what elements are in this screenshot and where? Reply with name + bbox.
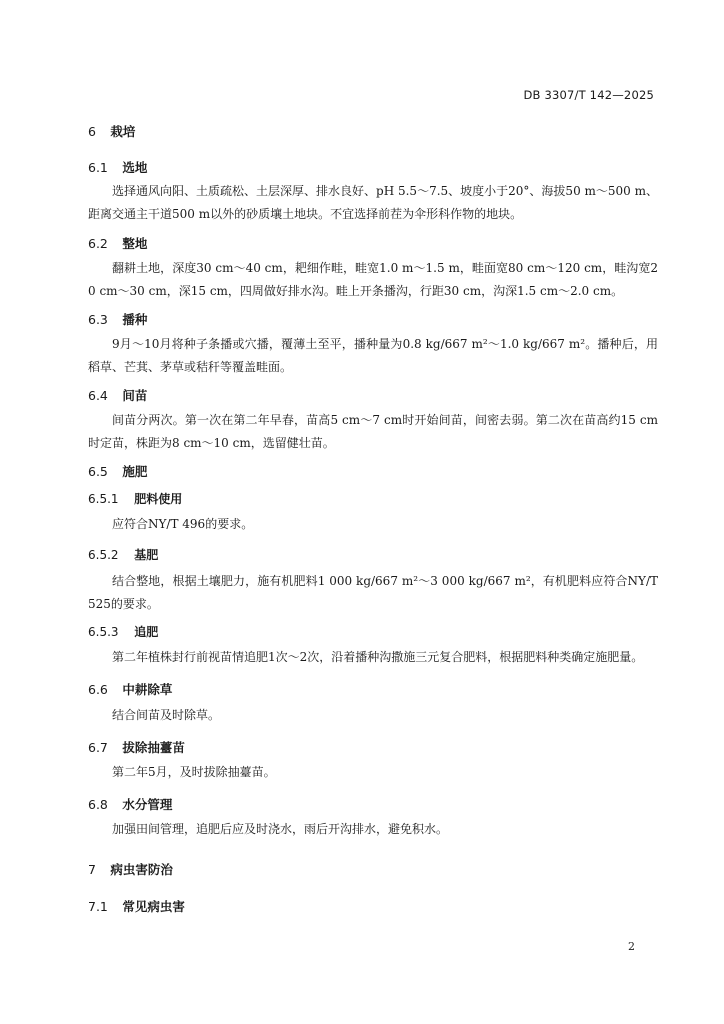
section-number: 6.8 <box>88 797 108 812</box>
section-number: 6.1 <box>88 160 108 175</box>
section-title: 播种 <box>122 312 148 327</box>
section-title: 肥料使用 <box>134 492 183 506</box>
section-number: 6.5.1 <box>88 492 119 506</box>
paragraph-6-7: 第二年5月，及时拔除抽薹苗。 <box>112 765 276 779</box>
section-6-2-heading <box>88 234 147 252</box>
paragraph-6-5-2: 结合整地，根据土壤肥力，施有机肥料1 000 kg/667 m²～3 000 kg/667 m²，有机肥料应符合NY/T 525的要求。 <box>88 574 658 611</box>
section-6-heading <box>88 122 135 140</box>
section-6-8-heading <box>88 795 172 813</box>
section-6-5-1-heading <box>88 490 182 507</box>
section-6-5-heading <box>88 462 147 480</box>
section-6-3-heading <box>88 310 147 328</box>
section-6-1-heading <box>88 158 147 176</box>
section-6-5-2-heading <box>88 546 158 563</box>
paragraph-6-1: 选择通风向阳、土质疏松、土层深厚、排水良好、pH 5.5～7.5、坡度小于20°、海拔50 m～500 m、距离交通主干道500 m以外的砂质壤土地块。不宜选择前茬为伞形科作物的地块。 <box>88 184 658 221</box>
section-title: 施肥 <box>122 464 148 479</box>
section-title: 选地 <box>122 160 148 175</box>
paragraph-6-5-1: 应符合NY/T 496的要求。 <box>112 517 254 531</box>
section-number: 6.5.2 <box>88 548 119 562</box>
section-title: 水分管理 <box>122 797 173 812</box>
section-number: 6.4 <box>88 388 108 403</box>
section-number: 6 <box>88 124 96 139</box>
paragraph-6-2: 翻耕土地，深度30 cm～40 cm，耙细作畦，畦宽1.0 m～1.5 m，畦面宽80 cm～120 cm，畦沟宽20 cm～30 cm，深15 cm，四周做好排水沟。畦上开条播沟，行距30 cm，沟深1.5 cm～2.0 cm。 <box>88 261 658 298</box>
section-number: 6.5 <box>88 464 108 479</box>
section-title: 栽培 <box>110 124 136 139</box>
section-title: 中耕除草 <box>122 682 173 697</box>
section-number: 6.7 <box>88 740 108 755</box>
section-title: 间苗 <box>122 388 148 403</box>
page-number: 2 <box>628 940 635 953</box>
section-title: 追肥 <box>134 625 159 639</box>
paragraph-6-5-3: 第二年植株封行前视苗情追肥1次～2次，沿着播种沟撒施三元复合肥料，根据肥料种类确定施肥量。 <box>112 650 644 664</box>
section-7-heading <box>88 860 173 878</box>
section-number: 6.6 <box>88 682 108 697</box>
section-number: 6.3 <box>88 312 108 327</box>
section-number: 6.5.3 <box>88 625 119 639</box>
paragraph-6-8: 加强田间管理，追肥后应及时浇水，雨后开沟排水，避免积水。 <box>112 822 449 836</box>
section-title: 病虫害防治 <box>110 862 173 877</box>
document-id: DB 3307/T 142—2025 <box>523 88 654 102</box>
section-6-5-3-heading <box>88 623 158 640</box>
section-title: 拔除抽薹苗 <box>122 740 185 755</box>
section-6-6-heading <box>88 680 172 698</box>
paragraph-6-3: 9月～10月将种子条播或穴播，覆薄土至平，播种量为0.8 kg/667 m²～1.0 kg/667 m²。播种后，用稻草、芒萁、茅草或秸秆等覆盖畦面。 <box>88 337 658 374</box>
section-title: 整地 <box>122 236 148 251</box>
section-title: 基肥 <box>134 548 159 562</box>
section-6-4-heading <box>88 386 147 404</box>
paragraph-6-6: 结合间苗及时除草。 <box>112 708 221 722</box>
section-7-1-heading <box>88 897 185 915</box>
section-title: 常见病虫害 <box>122 899 185 914</box>
section-number: 7.1 <box>88 899 108 914</box>
section-number: 6.2 <box>88 236 108 251</box>
section-6-7-heading <box>88 738 185 756</box>
paragraph-6-4: 间苗分两次。第一次在第二年早春，苗高5 cm～7 cm时开始间苗，间密去弱。第二次在苗高约15 cm时定苗，株距为8 cm～10 cm，选留健壮苗。 <box>88 413 658 450</box>
section-number: 7 <box>88 862 96 877</box>
